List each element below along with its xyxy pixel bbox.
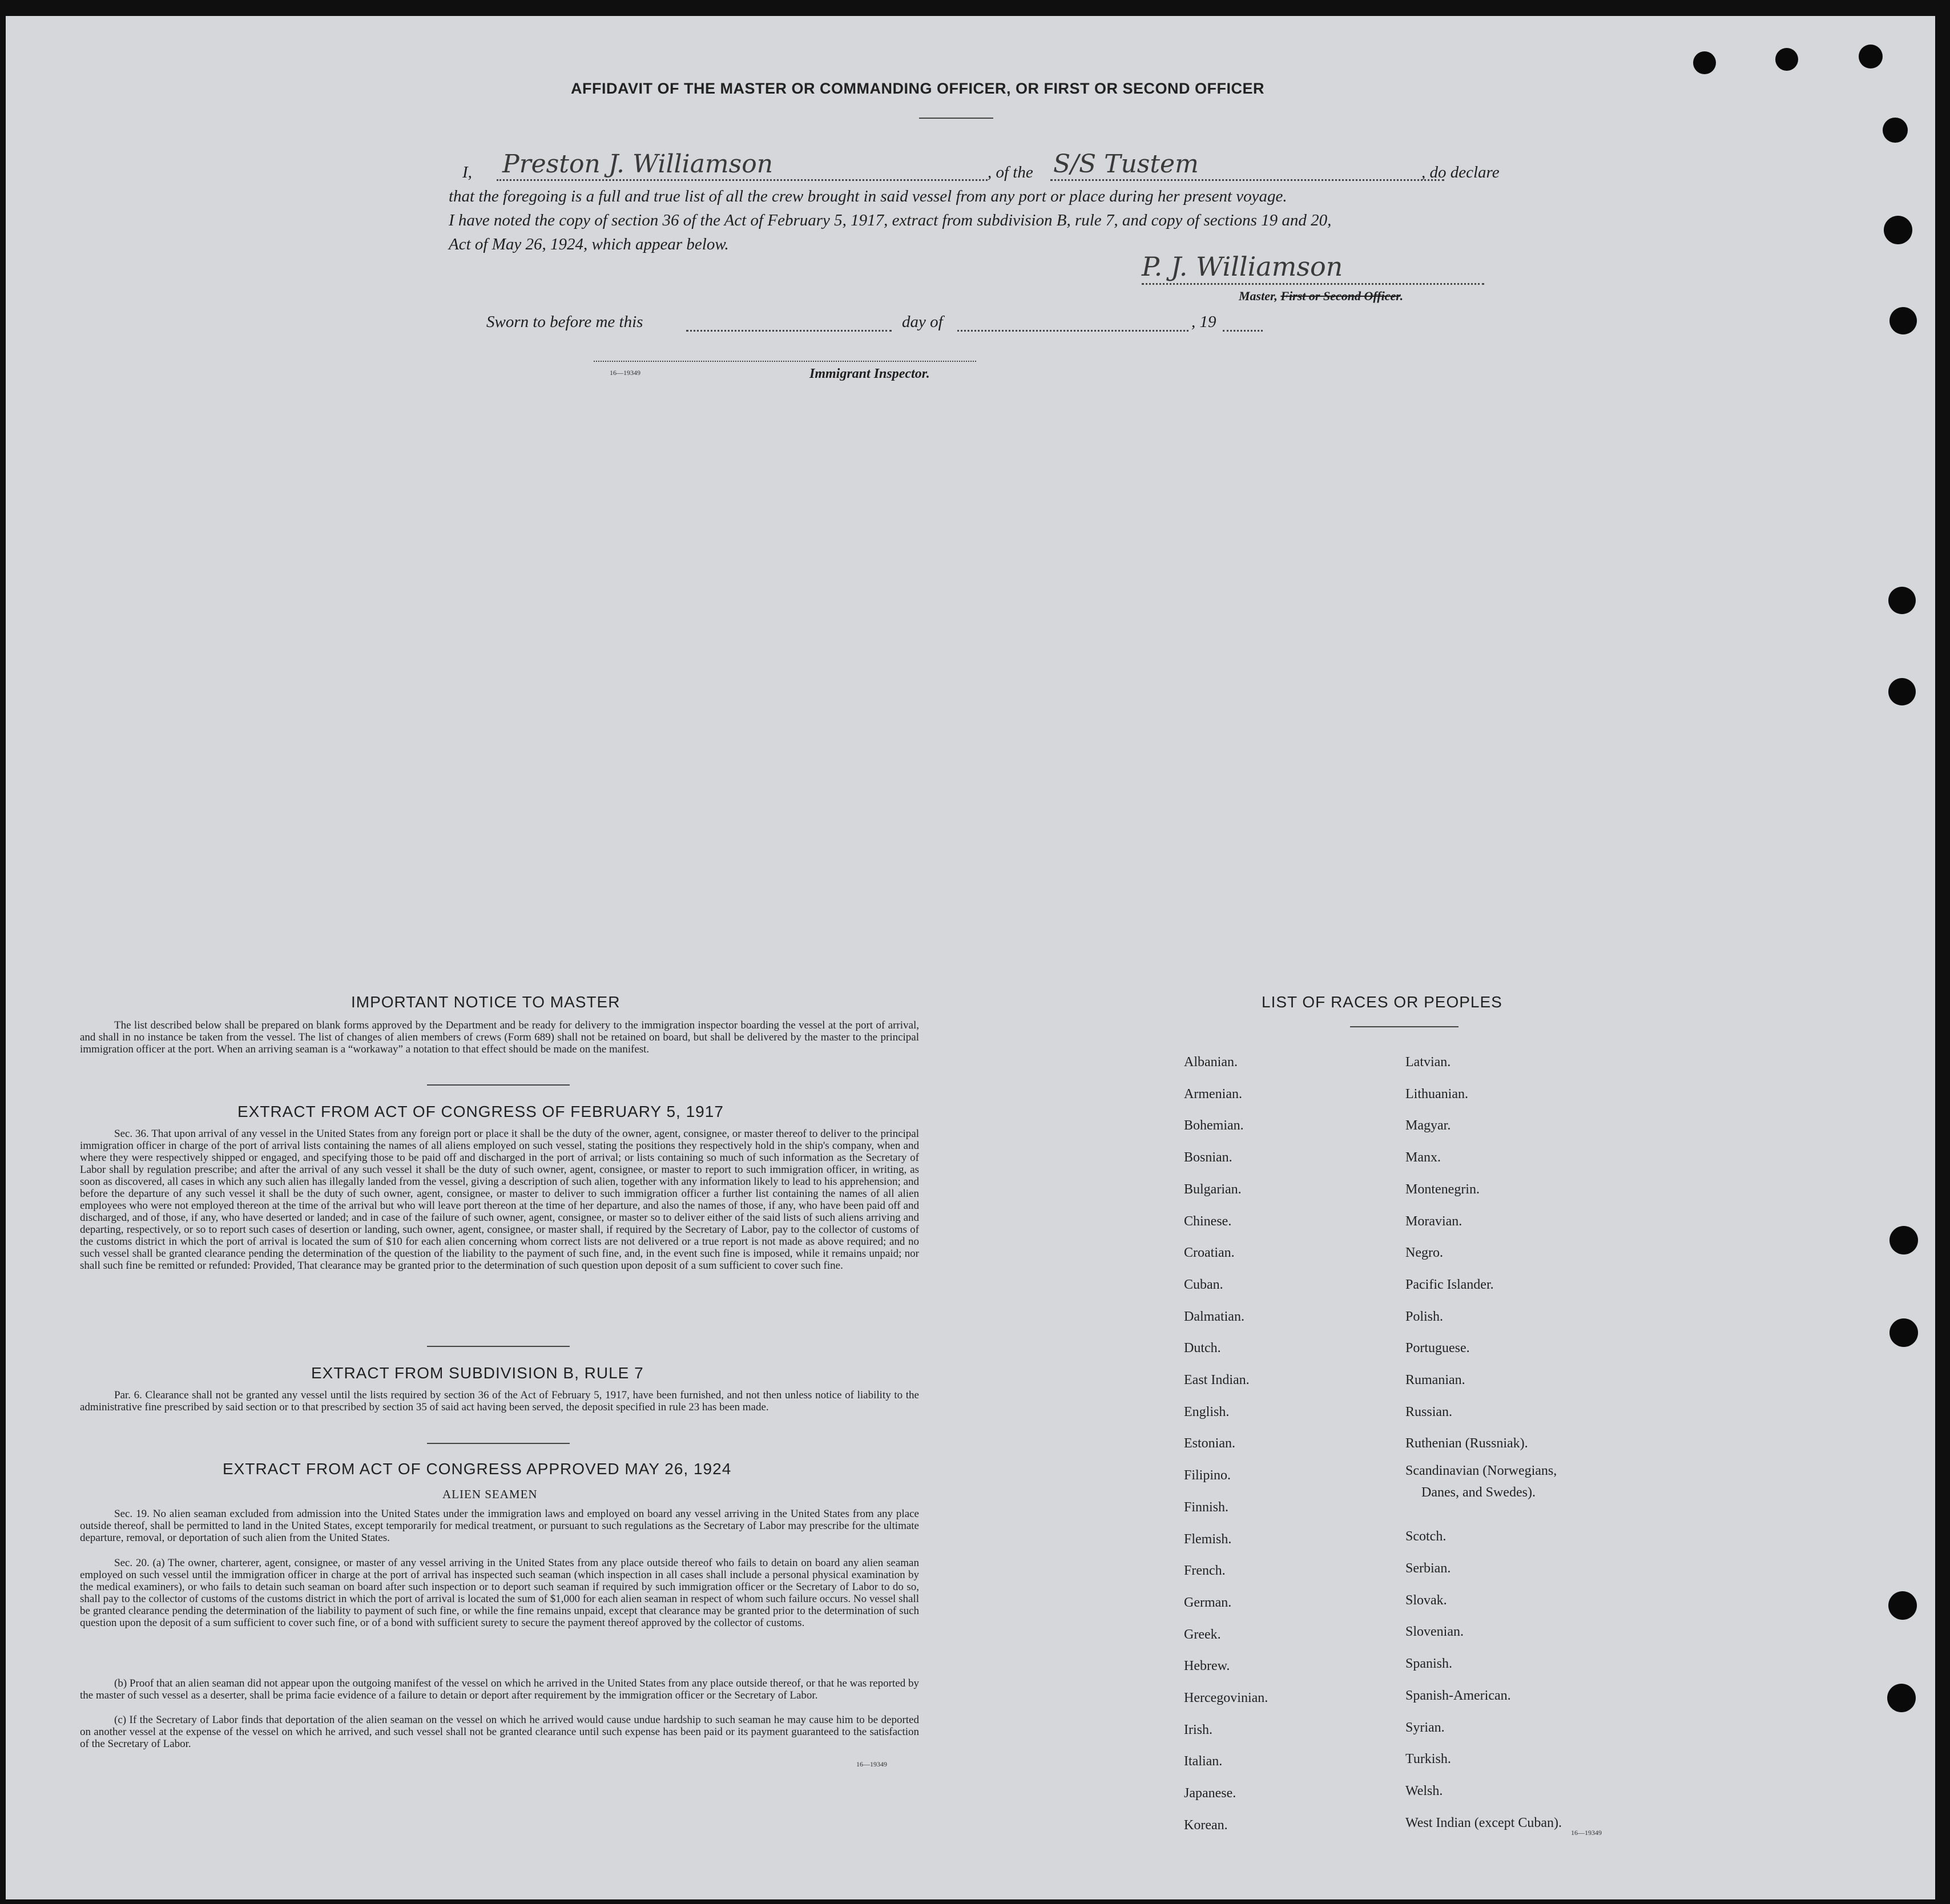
sec-20a-text: Sec. 20. (a) The owner, charterer, agent, consignee, or master of any vessel arriving in the United States from any place outside thereof who fails to detain on board any alien seaman employed on such vessel until the immigration officer in charge at the port of arrival has inspected such seaman (which inspection in all cases shall include a personal physical examination by the medical examiners), or who fails to detain such seaman on board after such inspection or to deport such seaman if required by such immigration officer or the Secretary of Labor to do so, shall pay to the collector of customs of the customs district in which the port of arrival is located the sum of $1,000 for each alien seaman in respect of whom such failure occurs. No vessel shall be granted clearance pending the determination of the liability to payment of such fine, or while the fine remains unpaid, except that clearance may be granted prior to the determination of such question upon the deposit of a sum sufficient to cover such fine, or of a bond with sufficient surety to secure the payment thereof approved by the collector of customs.: [80, 1557, 919, 1629]
race-item: Estonian.: [1184, 1436, 1235, 1451]
extract-1917-title: EXTRACT FROM ACT OF CONGRESS OF FEBRUARY 5, 1917: [237, 1103, 724, 1120]
dotted-line: [957, 330, 1188, 332]
inspector-line: [594, 361, 976, 362]
punch-hole: [1884, 216, 1912, 244]
race-item: Montenegrin.: [1405, 1182, 1480, 1197]
race-item: Greek.: [1184, 1627, 1221, 1642]
race-item: Cuban.: [1184, 1277, 1223, 1292]
race-item: Korean.: [1184, 1818, 1228, 1833]
race-item: Irish.: [1184, 1723, 1212, 1737]
punch-hole: [1693, 51, 1716, 74]
race-item: Spanish.: [1405, 1656, 1453, 1671]
signature-line: [1142, 283, 1484, 285]
notice-text: The list described below shall be prepared on blank forms approved by the Department and be ready for delivery to the immigration inspector boarding the vessel at the port of arrival, and shall in no instance be taken from the vessel. The list of changes of alien members of crews (Form 689) shall not be retained on board, but shall be delivered by the master to the principal immigration officer at the port. When an arriving seaman is a “workaway” a notation to that effect should be made on the manifest.: [80, 1019, 919, 1055]
dotted-line: [686, 330, 892, 332]
sec-20c-text: (c) If the Secretary of Labor finds that deportation of the alien seaman on the vessel on which he arrived would cause undue hardship to such seaman he may cause him to be deported on another vessel at the expense of the vessel on which he arrived, and such vessel shall not be granted clearance until such expense has been paid or its payment guaranteed to the satisfaction of the Secretary of Labor.: [80, 1714, 919, 1750]
of-the-label: , of the: [988, 163, 1033, 181]
sec-20b-text: (b) Proof that an alien seaman did not appear upon the outgoing manifest of the vessel on which he arrived in the United States from any place outside thereof, or that he was reported by the master of such vessel as a deserter, shall be prima facie evidence of a failure to detain or deport after requirement by the immigration officer or the Secretary of Labor.: [80, 1677, 919, 1701]
struck-officer-text: First or Second Officer: [1280, 289, 1400, 303]
race-item: Negro.: [1405, 1245, 1443, 1260]
divider: [427, 1084, 570, 1086]
race-item: Manx.: [1405, 1150, 1441, 1165]
race-item: Ruthenian (Russniak).: [1405, 1436, 1528, 1451]
handwritten-vessel: S/S Tustem: [1053, 150, 1199, 179]
race-item: Japanese.: [1184, 1786, 1236, 1801]
divider: [919, 118, 993, 119]
race-item: Syrian.: [1405, 1720, 1445, 1735]
race-item: Spanish-American.: [1405, 1688, 1511, 1703]
form-number: 16—19349: [856, 1760, 887, 1768]
alien-seamen-subtitle: ALIEN SEAMEN: [442, 1487, 538, 1501]
race-item: West Indian (except Cuban).: [1405, 1816, 1562, 1830]
divider: [427, 1346, 570, 1347]
race-item: English.: [1184, 1405, 1230, 1419]
extract-1917-text: Sec. 36. That upon arrival of any vessel in the United States from any foreign port or place it shall be the duty of the owner, agent, consignee, or master thereof to deliver to the principal immigration officer in charge of the port of arrival lists containing the names of all aliens employed on such vessel, stating the positions they respectively hold in the ship's company, when and where they were respectively shipped or engaged, and specifying those to be paid off and discharged in the port of arrival; or lists containing so much of such information as the Secretary of Labor shall by regulation prescribe; and after the arrival of any such vessel it shall be the duty of such owner, agent, consignee, or master to report to such immigration officer, in writing, as soon as discovered, all cases in which any such alien has illegally landed from the vessel, giving a description of such alien, together with any information likely to lead to his apprehension; and before the departure of any such vessel it shall be the duty of such owner, agent, consignee, or master to deliver to such immigration officer a further list containing the names of all alien employees who were not employed thereon at the time of the arrival but who will leave port thereon at the time of her departure, and also the names of those, if any, who have been paid off and discharged, and of those, if any, who have deserted or landed; and in case of the failure of such owner, agent, consignee, or master so to deliver either of the said lists of such aliens arriving and departing, respectively, or so to report such cases of desertion or landing, such owner, agent, consignee, or master shall, if required by the Secretary of Labor, pay to the collector of customs of the customs district in which the port of arrival is located the sum of $10 for each alien concerning whom correct lists are not delivered or a true report is not made as above required; and no such vessel shall be granted clearance pending the determination of the question of the liability to the payment of such fine, and, in the event such fine is imposed, while it remains unpaid; nor shall such fine be remitted or refunded: Provided, That clearance may be granted prior to the determination of such question upon deposit of a sum sufficient to cover such fine.: [80, 1128, 919, 1272]
race-item: Bosnian.: [1184, 1150, 1232, 1165]
subdivision-b-title: EXTRACT FROM SUBDIVISION B, RULE 7: [311, 1364, 644, 1382]
punch-hole: [1775, 48, 1798, 71]
dotted-line: [497, 179, 988, 181]
punch-hole: [1888, 587, 1916, 614]
affidavit-line2: that the foregoing is a full and true list of all the crew brought in said vessel from any port or place during her present voyage.: [449, 187, 1287, 205]
race-item: Italian.: [1184, 1754, 1223, 1769]
race-item: East Indian.: [1184, 1373, 1250, 1387]
race-item: German.: [1184, 1595, 1232, 1610]
sec-19-text: Sec. 19. No alien seaman excluded from admission into the United States under the immigration laws and employed on board any vessel arriving in the United States from any place outside thereof, shall be permitted to land in the United States, except temporarily for medical treatment, or pursuant to such regulations as the Secretary of Labor may prescribe for the ultimate departure, removal, or deportation of such alien from the United States.: [80, 1508, 919, 1544]
punch-hole: [1888, 1591, 1917, 1620]
handwritten-name: Preston J. Williamson: [502, 150, 773, 179]
punch-hole: [1883, 118, 1908, 143]
punch-hole: [1889, 1226, 1918, 1254]
divider: [1350, 1026, 1459, 1027]
sworn-label: Sworn to before me this: [486, 313, 643, 331]
punch-hole: [1889, 307, 1917, 334]
race-item: Bohemian.: [1184, 1118, 1244, 1133]
race-item: Hercegovinian.: [1184, 1691, 1268, 1705]
race-item: Portuguese.: [1405, 1341, 1470, 1356]
do-declare-label: , do declare: [1421, 163, 1500, 181]
race-item: Moravian.: [1405, 1214, 1462, 1229]
sworn-line: [486, 313, 1286, 341]
document-page: [6, 16, 1935, 1899]
race-item: Serbian.: [1405, 1561, 1451, 1576]
race-item: Croatian.: [1184, 1245, 1235, 1260]
punch-hole: [1889, 1318, 1918, 1347]
form-number: 16—19349: [610, 369, 640, 377]
race-item: Magyar.: [1405, 1118, 1451, 1133]
race-item: Polish.: [1405, 1309, 1444, 1324]
affidavit-line3: I have noted the copy of section 36 of the Act of February 5, 1917, extract from subdivision B, rule 7, and copy of sections 19 and 20,: [449, 211, 1332, 229]
dotted-line: [1050, 179, 1444, 181]
affidavit-line4: Act of May 26, 1924, which appear below.: [449, 235, 729, 253]
race-item: Slovak.: [1405, 1593, 1447, 1608]
year-label: , 19: [1191, 313, 1216, 331]
race-item: Flemish.: [1184, 1532, 1232, 1547]
affidavit-line1: [462, 150, 1518, 187]
notice-title: IMPORTANT NOTICE TO MASTER: [351, 993, 621, 1011]
race-item: Pacific Islander.: [1405, 1277, 1494, 1292]
race-item: Albanian.: [1184, 1055, 1238, 1070]
divider: [427, 1443, 570, 1444]
race-item: Latvian.: [1405, 1055, 1451, 1070]
race-item: Rumanian.: [1405, 1373, 1465, 1387]
race-item: Hebrew.: [1184, 1659, 1230, 1673]
punch-hole: [1859, 45, 1883, 68]
punch-hole: [1887, 1684, 1916, 1712]
race-item: Scotch.: [1405, 1529, 1447, 1544]
master-signature: P. J. Williamson: [1142, 251, 1343, 282]
punch-hole: [1888, 678, 1916, 705]
race-item: Bulgarian.: [1184, 1182, 1242, 1197]
races-title: LIST OF RACES OR PEOPLES: [1262, 993, 1502, 1011]
race-item: Scandinavian (Norwegians,: [1405, 1463, 1557, 1478]
day-of-label: day of: [902, 313, 943, 331]
affidavit-title: AFFIDAVIT OF THE MASTER OR COMMANDING OFFICER, OR FIRST OR SECOND OFFICER: [571, 80, 1264, 97]
master-text: Master,: [1239, 289, 1278, 303]
race-item: Filipino.: [1184, 1468, 1231, 1483]
race-item: Lithuanian.: [1405, 1087, 1468, 1102]
dotted-line: [1223, 330, 1263, 332]
subdivision-b-text: Par. 6. Clearance shall not be granted any vessel until the lists required by section 36 of the Act of February 5, 1917, have been furnished, and not then unless notice of liability to the administrative fine prescribed by said section or to that prescribed by section 35 of said act having been served, the deposit specified in rule 23 has been made.: [80, 1389, 919, 1413]
extract-1924-title: EXTRACT FROM ACT OF CONGRESS APPROVED MAY 26, 1924: [223, 1460, 732, 1478]
race-item: Russian.: [1405, 1405, 1453, 1419]
inspector-label: Immigrant Inspector.: [809, 366, 930, 381]
race-item: Slovenian.: [1405, 1624, 1464, 1639]
race-item: Finnish.: [1184, 1500, 1229, 1515]
i-label: I,: [462, 163, 472, 181]
race-item: Armenian.: [1184, 1087, 1242, 1102]
form-number: 16—19349: [1571, 1829, 1602, 1837]
race-item: Chinese.: [1184, 1214, 1232, 1229]
race-item: French.: [1184, 1563, 1226, 1578]
race-item: Danes, and Swedes).: [1421, 1485, 1536, 1500]
race-item: Dalmatian.: [1184, 1309, 1244, 1324]
race-item: Turkish.: [1405, 1752, 1451, 1766]
race-item: Dutch.: [1184, 1341, 1221, 1356]
master-label: Master, First or Second Officer.: [1239, 289, 1404, 303]
race-item: Welsh.: [1405, 1784, 1443, 1798]
